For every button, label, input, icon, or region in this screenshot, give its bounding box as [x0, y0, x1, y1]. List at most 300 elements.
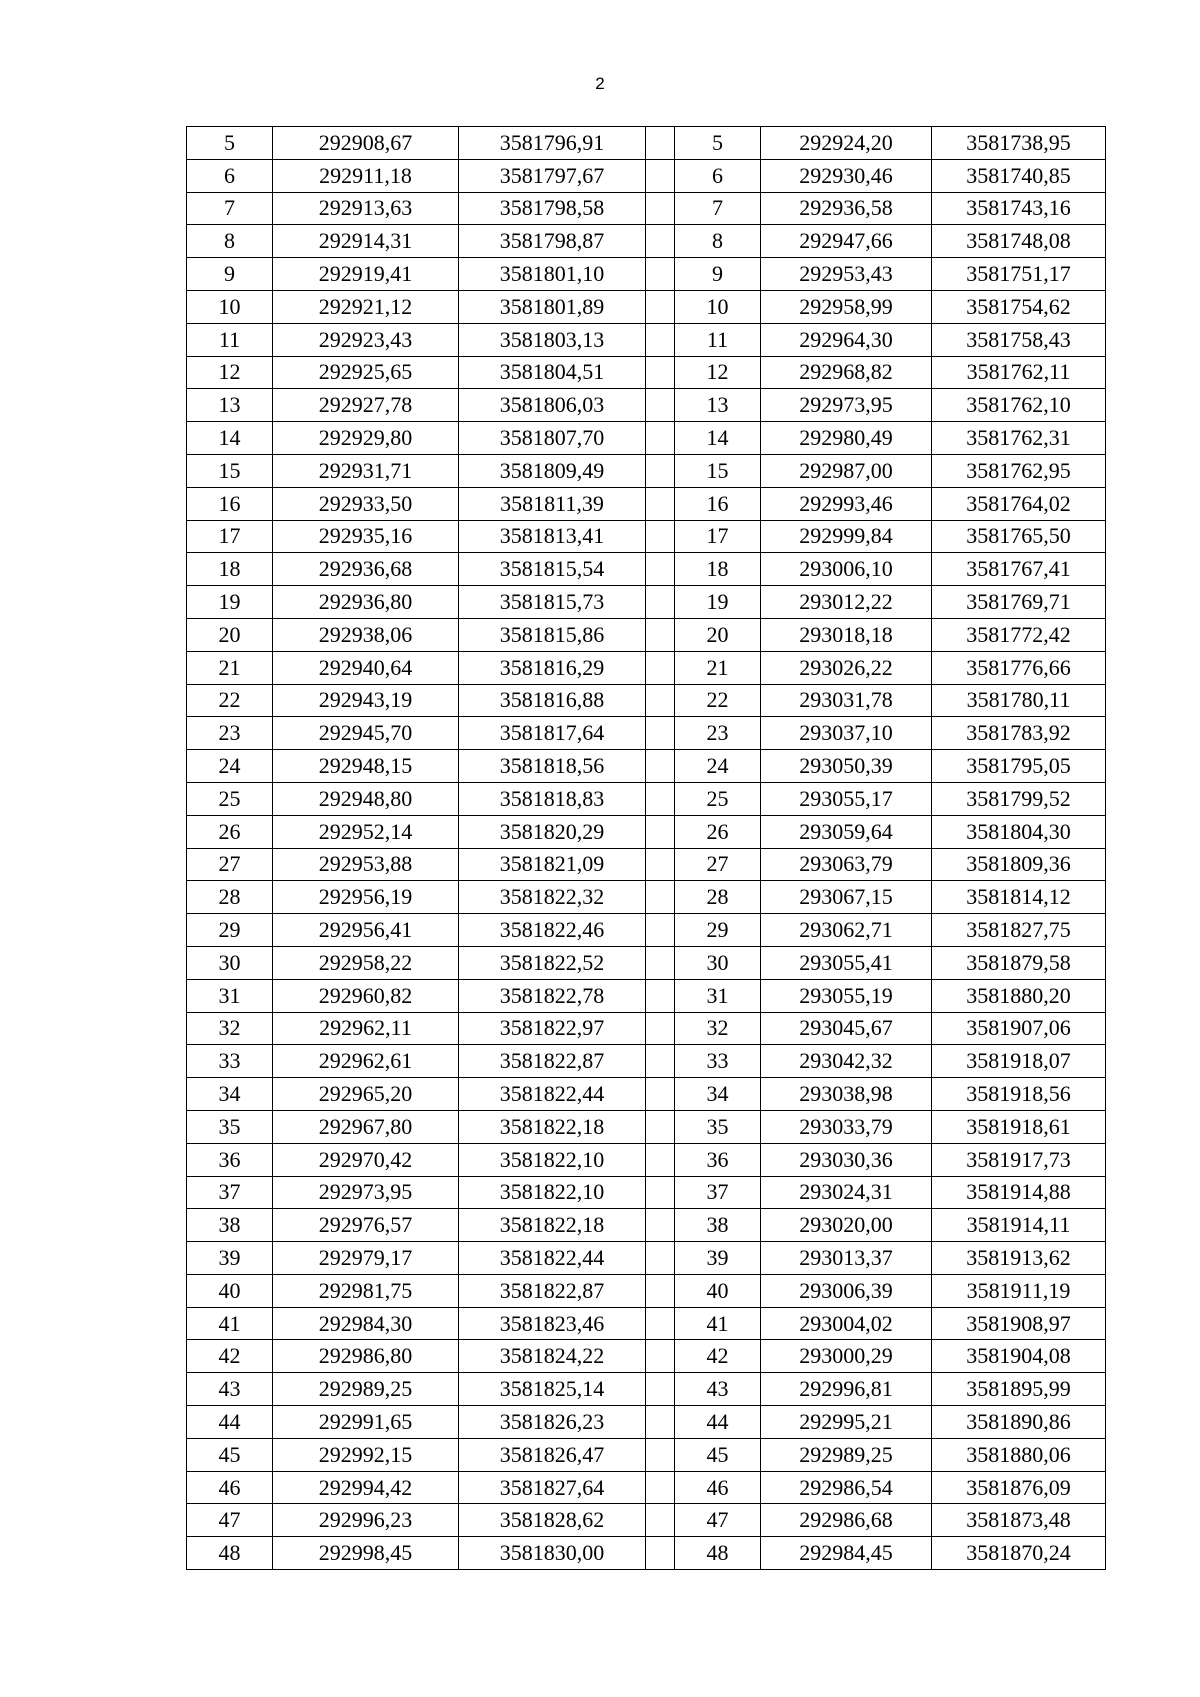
- separator-cell: [646, 323, 675, 356]
- right-point-number-cell: 11: [675, 323, 761, 356]
- right-point-number-cell: 23: [675, 717, 761, 750]
- left-y-coordinate-cell: 3581798,87: [459, 225, 646, 258]
- table-row: [187, 1209, 1106, 1242]
- table-row: [187, 586, 1106, 619]
- right-point-number-cell: 35: [675, 1110, 761, 1143]
- left-y-coordinate-cell: 3581818,56: [459, 750, 646, 783]
- right-x-coordinate-cell: 293062,71: [761, 914, 932, 947]
- left-x-coordinate-cell: 292998,45: [273, 1537, 459, 1570]
- left-point-number-cell: 35: [187, 1110, 273, 1143]
- left-point-number-cell: 24: [187, 750, 273, 783]
- left-x-coordinate-cell: 292953,88: [273, 848, 459, 881]
- separator-cell: [646, 1406, 675, 1439]
- separator-cell: [646, 750, 675, 783]
- right-point-number-cell: 31: [675, 979, 761, 1012]
- table-row: [187, 651, 1106, 684]
- left-point-number-cell: 45: [187, 1438, 273, 1471]
- right-x-coordinate-cell: 293055,41: [761, 946, 932, 979]
- separator-cell: [646, 1012, 675, 1045]
- right-y-coordinate-cell: 3581795,05: [932, 750, 1106, 783]
- left-point-number-cell: 46: [187, 1471, 273, 1504]
- right-y-coordinate-cell: 3581911,19: [932, 1274, 1106, 1307]
- table-row: [187, 881, 1106, 914]
- left-point-number-cell: 30: [187, 946, 273, 979]
- right-y-coordinate-cell: 3581743,16: [932, 192, 1106, 225]
- left-y-coordinate-cell: 3581798,58: [459, 192, 646, 225]
- left-x-coordinate-cell: 292943,19: [273, 684, 459, 717]
- left-y-coordinate-cell: 3581822,18: [459, 1110, 646, 1143]
- right-point-number-cell: 14: [675, 422, 761, 455]
- right-x-coordinate-cell: 293055,17: [761, 782, 932, 815]
- right-y-coordinate-cell: 3581772,42: [932, 618, 1106, 651]
- left-y-coordinate-cell: 3581828,62: [459, 1504, 646, 1537]
- table-row: [187, 717, 1106, 750]
- separator-cell: [646, 1438, 675, 1471]
- table-row: [187, 1471, 1106, 1504]
- left-point-number-cell: 38: [187, 1209, 273, 1242]
- separator-cell: [646, 1504, 675, 1537]
- table-row: [187, 1242, 1106, 1275]
- table-row: [187, 192, 1106, 225]
- page-number: 2: [595, 74, 605, 93]
- left-point-number-cell: 27: [187, 848, 273, 881]
- right-x-coordinate-cell: 292973,95: [761, 389, 932, 422]
- left-point-number-cell: 14: [187, 422, 273, 455]
- right-y-coordinate-cell: 3581890,86: [932, 1406, 1106, 1439]
- left-point-number-cell: 23: [187, 717, 273, 750]
- right-x-coordinate-cell: 293024,31: [761, 1176, 932, 1209]
- left-point-number-cell: 36: [187, 1143, 273, 1176]
- separator-cell: [646, 192, 675, 225]
- right-x-coordinate-cell: 293045,67: [761, 1012, 932, 1045]
- left-x-coordinate-cell: 292938,06: [273, 618, 459, 651]
- right-y-coordinate-cell: 3581780,11: [932, 684, 1106, 717]
- right-x-coordinate-cell: 292995,21: [761, 1406, 932, 1439]
- right-y-coordinate-cell: 3581880,06: [932, 1438, 1106, 1471]
- table-row: [187, 1537, 1106, 1570]
- left-y-coordinate-cell: 3581815,86: [459, 618, 646, 651]
- left-y-coordinate-cell: 3581804,51: [459, 356, 646, 389]
- right-point-number-cell: 17: [675, 520, 761, 553]
- right-point-number-cell: 43: [675, 1373, 761, 1406]
- table-row: [187, 1373, 1106, 1406]
- table-row: [187, 1078, 1106, 1111]
- right-point-number-cell: 40: [675, 1274, 761, 1307]
- left-y-coordinate-cell: 3581817,64: [459, 717, 646, 750]
- table-row: [187, 1274, 1106, 1307]
- left-point-number-cell: 42: [187, 1340, 273, 1373]
- right-y-coordinate-cell: 3581764,02: [932, 487, 1106, 520]
- right-y-coordinate-cell: 3581918,56: [932, 1078, 1106, 1111]
- separator-cell: [646, 225, 675, 258]
- left-x-coordinate-cell: 292936,68: [273, 553, 459, 586]
- left-point-number-cell: 43: [187, 1373, 273, 1406]
- table-row: [187, 1110, 1106, 1143]
- separator-cell: [646, 159, 675, 192]
- separator-cell: [646, 454, 675, 487]
- right-point-number-cell: 42: [675, 1340, 761, 1373]
- separator-cell: [646, 1274, 675, 1307]
- separator-cell: [646, 684, 675, 717]
- separator-cell: [646, 717, 675, 750]
- left-point-number-cell: 16: [187, 487, 273, 520]
- left-point-number-cell: 6: [187, 159, 273, 192]
- separator-cell: [646, 651, 675, 684]
- separator-cell: [646, 914, 675, 947]
- right-y-coordinate-cell: 3581879,58: [932, 946, 1106, 979]
- left-point-number-cell: 26: [187, 815, 273, 848]
- left-x-coordinate-cell: 292956,41: [273, 914, 459, 947]
- right-y-coordinate-cell: 3581738,95: [932, 127, 1106, 160]
- left-y-coordinate-cell: 3581823,46: [459, 1307, 646, 1340]
- left-y-coordinate-cell: 3581816,88: [459, 684, 646, 717]
- separator-cell: [646, 1242, 675, 1275]
- right-y-coordinate-cell: 3581913,62: [932, 1242, 1106, 1275]
- left-y-coordinate-cell: 3581822,10: [459, 1176, 646, 1209]
- right-x-coordinate-cell: 292930,46: [761, 159, 932, 192]
- right-point-number-cell: 22: [675, 684, 761, 717]
- right-point-number-cell: 36: [675, 1143, 761, 1176]
- right-x-coordinate-cell: 293026,22: [761, 651, 932, 684]
- left-y-coordinate-cell: 3581822,78: [459, 979, 646, 1012]
- right-y-coordinate-cell: 3581740,85: [932, 159, 1106, 192]
- left-x-coordinate-cell: 292960,82: [273, 979, 459, 1012]
- right-point-number-cell: 37: [675, 1176, 761, 1209]
- left-x-coordinate-cell: 292933,50: [273, 487, 459, 520]
- left-x-coordinate-cell: 292973,95: [273, 1176, 459, 1209]
- left-point-number-cell: 28: [187, 881, 273, 914]
- left-y-coordinate-cell: 3581822,46: [459, 914, 646, 947]
- separator-cell: [646, 618, 675, 651]
- table-row: [187, 979, 1106, 1012]
- left-point-number-cell: 15: [187, 454, 273, 487]
- left-point-number-cell: 39: [187, 1242, 273, 1275]
- right-x-coordinate-cell: 293033,79: [761, 1110, 932, 1143]
- left-x-coordinate-cell: 292914,31: [273, 225, 459, 258]
- table-row: [187, 815, 1106, 848]
- table-row: [187, 1340, 1106, 1373]
- left-point-number-cell: 33: [187, 1045, 273, 1078]
- table-row: [187, 356, 1106, 389]
- table-row: [187, 422, 1106, 455]
- left-point-number-cell: 22: [187, 684, 273, 717]
- right-x-coordinate-cell: 293006,10: [761, 553, 932, 586]
- coordinates-table-body: [187, 127, 1106, 1570]
- left-x-coordinate-cell: 292931,71: [273, 454, 459, 487]
- left-x-coordinate-cell: 292948,80: [273, 782, 459, 815]
- right-y-coordinate-cell: 3581917,73: [932, 1143, 1106, 1176]
- left-point-number-cell: 32: [187, 1012, 273, 1045]
- left-y-coordinate-cell: 3581815,54: [459, 553, 646, 586]
- left-y-coordinate-cell: 3581822,44: [459, 1242, 646, 1275]
- table-row: [187, 1176, 1106, 1209]
- left-point-number-cell: 47: [187, 1504, 273, 1537]
- right-y-coordinate-cell: 3581762,11: [932, 356, 1106, 389]
- left-x-coordinate-cell: 292925,65: [273, 356, 459, 389]
- left-x-coordinate-cell: 292919,41: [273, 258, 459, 291]
- left-y-coordinate-cell: 3581811,39: [459, 487, 646, 520]
- table-row: [187, 127, 1106, 160]
- left-point-number-cell: 29: [187, 914, 273, 947]
- left-point-number-cell: 19: [187, 586, 273, 619]
- right-x-coordinate-cell: 293038,98: [761, 1078, 932, 1111]
- right-y-coordinate-cell: 3581767,41: [932, 553, 1106, 586]
- left-point-number-cell: 40: [187, 1274, 273, 1307]
- left-point-number-cell: 12: [187, 356, 273, 389]
- separator-cell: [646, 815, 675, 848]
- left-y-coordinate-cell: 3581818,83: [459, 782, 646, 815]
- separator-cell: [646, 1143, 675, 1176]
- table-row: [187, 684, 1106, 717]
- right-point-number-cell: 7: [675, 192, 761, 225]
- separator-cell: [646, 1209, 675, 1242]
- right-y-coordinate-cell: 3581827,75: [932, 914, 1106, 947]
- right-point-number-cell: 29: [675, 914, 761, 947]
- right-x-coordinate-cell: 293063,79: [761, 848, 932, 881]
- right-y-coordinate-cell: 3581783,92: [932, 717, 1106, 750]
- table-row: [187, 1504, 1106, 1537]
- left-x-coordinate-cell: 292956,19: [273, 881, 459, 914]
- left-x-coordinate-cell: 292991,65: [273, 1406, 459, 1439]
- right-point-number-cell: 24: [675, 750, 761, 783]
- separator-cell: [646, 1307, 675, 1340]
- right-x-coordinate-cell: 293031,78: [761, 684, 932, 717]
- left-point-number-cell: 44: [187, 1406, 273, 1439]
- right-y-coordinate-cell: 3581918,61: [932, 1110, 1106, 1143]
- table-row: [187, 225, 1106, 258]
- right-point-number-cell: 41: [675, 1307, 761, 1340]
- left-x-coordinate-cell: 292940,64: [273, 651, 459, 684]
- left-y-coordinate-cell: 3581822,52: [459, 946, 646, 979]
- right-point-number-cell: 39: [675, 1242, 761, 1275]
- right-x-coordinate-cell: 293012,22: [761, 586, 932, 619]
- left-y-coordinate-cell: 3581815,73: [459, 586, 646, 619]
- right-y-coordinate-cell: 3581748,08: [932, 225, 1106, 258]
- left-x-coordinate-cell: 292962,11: [273, 1012, 459, 1045]
- left-point-number-cell: 37: [187, 1176, 273, 1209]
- right-x-coordinate-cell: 292968,82: [761, 356, 932, 389]
- left-point-number-cell: 10: [187, 290, 273, 323]
- left-y-coordinate-cell: 3581822,87: [459, 1274, 646, 1307]
- right-y-coordinate-cell: 3581904,08: [932, 1340, 1106, 1373]
- right-x-coordinate-cell: 292989,25: [761, 1438, 932, 1471]
- separator-cell: [646, 1176, 675, 1209]
- table-row: [187, 914, 1106, 947]
- right-y-coordinate-cell: 3581776,66: [932, 651, 1106, 684]
- separator-cell: [646, 553, 675, 586]
- separator-cell: [646, 258, 675, 291]
- right-point-number-cell: 46: [675, 1471, 761, 1504]
- left-x-coordinate-cell: 292911,18: [273, 159, 459, 192]
- separator-cell: [646, 290, 675, 323]
- left-point-number-cell: 17: [187, 520, 273, 553]
- right-y-coordinate-cell: 3581876,09: [932, 1471, 1106, 1504]
- right-x-coordinate-cell: 292993,46: [761, 487, 932, 520]
- table-row: [187, 1307, 1106, 1340]
- right-y-coordinate-cell: 3581762,10: [932, 389, 1106, 422]
- table-row: [187, 1406, 1106, 1439]
- right-point-number-cell: 13: [675, 389, 761, 422]
- right-point-number-cell: 15: [675, 454, 761, 487]
- left-y-coordinate-cell: 3581797,67: [459, 159, 646, 192]
- left-point-number-cell: 25: [187, 782, 273, 815]
- table-row: [187, 454, 1106, 487]
- left-y-coordinate-cell: 3581822,32: [459, 881, 646, 914]
- right-y-coordinate-cell: 3581908,97: [932, 1307, 1106, 1340]
- left-x-coordinate-cell: 292936,80: [273, 586, 459, 619]
- right-x-coordinate-cell: 292984,45: [761, 1537, 932, 1570]
- left-point-number-cell: 48: [187, 1537, 273, 1570]
- table-row: [187, 159, 1106, 192]
- left-x-coordinate-cell: 292979,17: [273, 1242, 459, 1275]
- table-row: [187, 750, 1106, 783]
- right-y-coordinate-cell: 3581873,48: [932, 1504, 1106, 1537]
- left-y-coordinate-cell: 3581826,47: [459, 1438, 646, 1471]
- right-x-coordinate-cell: 292953,43: [761, 258, 932, 291]
- left-y-coordinate-cell: 3581820,29: [459, 815, 646, 848]
- separator-cell: [646, 782, 675, 815]
- left-x-coordinate-cell: 292921,12: [273, 290, 459, 323]
- right-y-coordinate-cell: 3581769,71: [932, 586, 1106, 619]
- table-row: [187, 946, 1106, 979]
- right-x-coordinate-cell: 293030,36: [761, 1143, 932, 1176]
- left-x-coordinate-cell: 292986,80: [273, 1340, 459, 1373]
- right-point-number-cell: 26: [675, 815, 761, 848]
- separator-cell: [646, 979, 675, 1012]
- right-y-coordinate-cell: 3581799,52: [932, 782, 1106, 815]
- right-y-coordinate-cell: 3581758,43: [932, 323, 1106, 356]
- left-y-coordinate-cell: 3581813,41: [459, 520, 646, 553]
- left-x-coordinate-cell: 292927,78: [273, 389, 459, 422]
- right-point-number-cell: 10: [675, 290, 761, 323]
- right-x-coordinate-cell: 292980,49: [761, 422, 932, 455]
- left-y-coordinate-cell: 3581822,44: [459, 1078, 646, 1111]
- left-y-coordinate-cell: 3581822,97: [459, 1012, 646, 1045]
- left-y-coordinate-cell: 3581826,23: [459, 1406, 646, 1439]
- table-row: [187, 290, 1106, 323]
- right-point-number-cell: 32: [675, 1012, 761, 1045]
- right-y-coordinate-cell: 3581914,11: [932, 1209, 1106, 1242]
- right-point-number-cell: 21: [675, 651, 761, 684]
- right-point-number-cell: 5: [675, 127, 761, 160]
- right-point-number-cell: 38: [675, 1209, 761, 1242]
- left-y-coordinate-cell: 3581827,64: [459, 1471, 646, 1504]
- left-x-coordinate-cell: 292976,57: [273, 1209, 459, 1242]
- left-x-coordinate-cell: 292965,20: [273, 1078, 459, 1111]
- right-x-coordinate-cell: 292996,81: [761, 1373, 932, 1406]
- left-x-coordinate-cell: 292981,75: [273, 1274, 459, 1307]
- right-y-coordinate-cell: 3581918,07: [932, 1045, 1106, 1078]
- right-point-number-cell: 6: [675, 159, 761, 192]
- right-point-number-cell: 8: [675, 225, 761, 258]
- right-point-number-cell: 20: [675, 618, 761, 651]
- left-point-number-cell: 21: [187, 651, 273, 684]
- table-row: [187, 323, 1106, 356]
- left-x-coordinate-cell: 292913,63: [273, 192, 459, 225]
- right-point-number-cell: 28: [675, 881, 761, 914]
- separator-cell: [646, 1078, 675, 1111]
- table-row: [187, 848, 1106, 881]
- left-point-number-cell: 7: [187, 192, 273, 225]
- left-y-coordinate-cell: 3581822,18: [459, 1209, 646, 1242]
- right-y-coordinate-cell: 3581895,99: [932, 1373, 1106, 1406]
- left-y-coordinate-cell: 3581806,03: [459, 389, 646, 422]
- separator-cell: [646, 1045, 675, 1078]
- table-row: [187, 1438, 1106, 1471]
- table-row: [187, 618, 1106, 651]
- separator-cell: [646, 356, 675, 389]
- right-point-number-cell: 34: [675, 1078, 761, 1111]
- right-x-coordinate-cell: 292924,20: [761, 127, 932, 160]
- right-x-coordinate-cell: 293000,29: [761, 1340, 932, 1373]
- table-row: [187, 389, 1106, 422]
- left-point-number-cell: 31: [187, 979, 273, 1012]
- right-x-coordinate-cell: 292986,54: [761, 1471, 932, 1504]
- table-row: [187, 1012, 1106, 1045]
- table-row: [187, 487, 1106, 520]
- left-point-number-cell: 41: [187, 1307, 273, 1340]
- left-y-coordinate-cell: 3581801,89: [459, 290, 646, 323]
- left-y-coordinate-cell: 3581796,91: [459, 127, 646, 160]
- right-x-coordinate-cell: 292958,99: [761, 290, 932, 323]
- left-x-coordinate-cell: 292945,70: [273, 717, 459, 750]
- left-point-number-cell: 20: [187, 618, 273, 651]
- right-x-coordinate-cell: 293013,37: [761, 1242, 932, 1275]
- left-x-coordinate-cell: 292970,42: [273, 1143, 459, 1176]
- left-point-number-cell: 9: [187, 258, 273, 291]
- right-y-coordinate-cell: 3581762,31: [932, 422, 1106, 455]
- separator-cell: [646, 586, 675, 619]
- right-x-coordinate-cell: 292964,30: [761, 323, 932, 356]
- left-x-coordinate-cell: 292952,14: [273, 815, 459, 848]
- left-point-number-cell: 13: [187, 389, 273, 422]
- separator-cell: [646, 1471, 675, 1504]
- separator-cell: [646, 422, 675, 455]
- left-y-coordinate-cell: 3581822,87: [459, 1045, 646, 1078]
- table-row: [187, 1143, 1106, 1176]
- right-point-number-cell: 47: [675, 1504, 761, 1537]
- right-point-number-cell: 16: [675, 487, 761, 520]
- separator-cell: [646, 389, 675, 422]
- right-point-number-cell: 48: [675, 1537, 761, 1570]
- right-y-coordinate-cell: 3581907,06: [932, 1012, 1106, 1045]
- left-x-coordinate-cell: 292962,61: [273, 1045, 459, 1078]
- right-x-coordinate-cell: 292986,68: [761, 1504, 932, 1537]
- right-x-coordinate-cell: 293020,00: [761, 1209, 932, 1242]
- separator-cell: [646, 487, 675, 520]
- right-point-number-cell: 27: [675, 848, 761, 881]
- right-x-coordinate-cell: 292987,00: [761, 454, 932, 487]
- left-y-coordinate-cell: 3581825,14: [459, 1373, 646, 1406]
- right-x-coordinate-cell: 293006,39: [761, 1274, 932, 1307]
- table-row: [187, 1045, 1106, 1078]
- right-x-coordinate-cell: 292999,84: [761, 520, 932, 553]
- right-x-coordinate-cell: 293055,19: [761, 979, 932, 1012]
- left-y-coordinate-cell: 3581821,09: [459, 848, 646, 881]
- right-x-coordinate-cell: 293042,32: [761, 1045, 932, 1078]
- right-x-coordinate-cell: 293004,02: [761, 1307, 932, 1340]
- right-x-coordinate-cell: 293018,18: [761, 618, 932, 651]
- right-x-coordinate-cell: 293059,64: [761, 815, 932, 848]
- right-y-coordinate-cell: 3581804,30: [932, 815, 1106, 848]
- left-x-coordinate-cell: 292989,25: [273, 1373, 459, 1406]
- left-x-coordinate-cell: 292948,15: [273, 750, 459, 783]
- right-y-coordinate-cell: 3581765,50: [932, 520, 1106, 553]
- left-y-coordinate-cell: 3581801,10: [459, 258, 646, 291]
- right-y-coordinate-cell: 3581762,95: [932, 454, 1106, 487]
- left-x-coordinate-cell: 292967,80: [273, 1110, 459, 1143]
- right-x-coordinate-cell: 292947,66: [761, 225, 932, 258]
